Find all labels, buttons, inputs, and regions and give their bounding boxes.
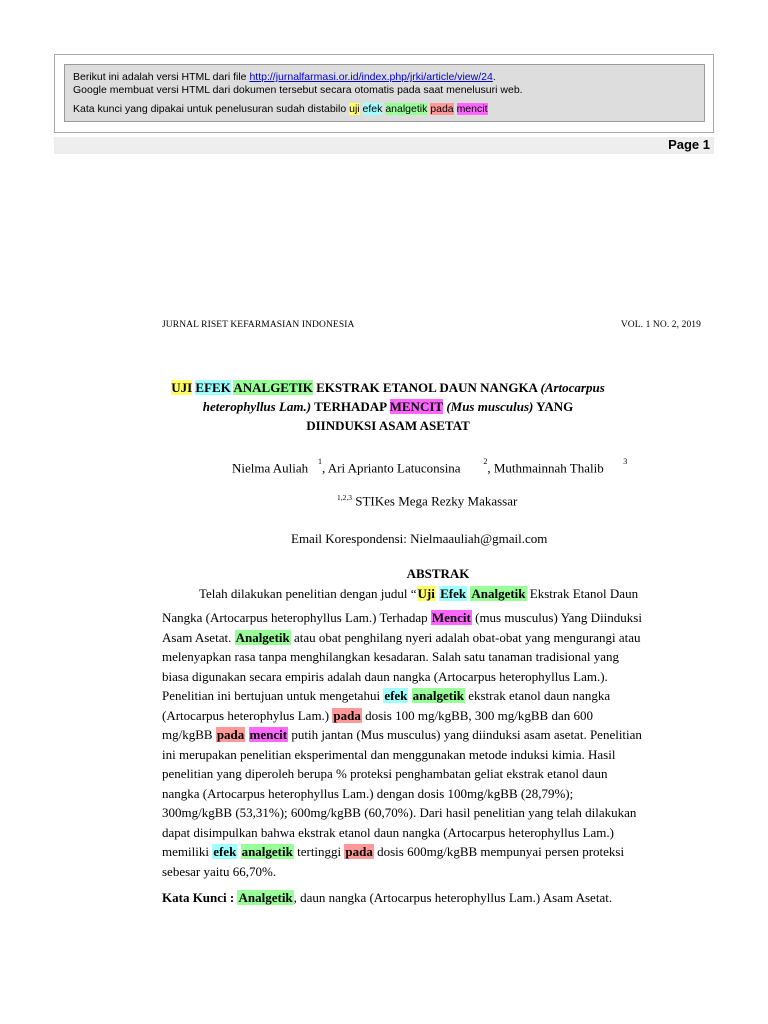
author-name: , Muthmainnah Thalib <box>487 460 604 476</box>
abstract-line <box>162 628 667 648</box>
abstract-text: Penelitian ini bertujuan untuk mengetahui <box>162 688 384 703</box>
abstract-text: Nangka (Artocarpus heterophyllus Lam.) Terhadap <box>162 610 431 625</box>
abstract-text: tertinggi <box>293 844 345 859</box>
abstract-line <box>162 706 667 726</box>
abstract-text: (mus musculus) Yang Diinduksi <box>471 610 642 625</box>
abstract-line: dapat disimpulkan bahwa ekstrak etanol daun nangka (Artocarpus heterophyllus Lam.) <box>162 824 614 840</box>
abstract-line <box>162 725 667 745</box>
paper-title <box>150 378 626 435</box>
abstract-heading: ABSTRAK <box>406 566 470 581</box>
abstract-highlight-efek: Efek <box>440 586 467 601</box>
affiliation-sup: 1,2,3 <box>337 493 352 502</box>
author-sup: 2 <box>483 457 488 466</box>
abstract-highlight-analgetik: Analgetik <box>235 629 290 645</box>
abstract-text: ekstrak etanol daun nangka <box>464 688 611 703</box>
author-name: , Ari Aprianto Latuconsina <box>321 460 461 476</box>
abstract-highlight-analgetik: analgetik <box>412 688 464 703</box>
author-name: Nielma Auliah <box>232 460 309 476</box>
correspondence-email: Email Korespondensi: Nielmaauliah@gmail.com <box>291 531 548 546</box>
banner-text: Kata kunci yang dipakai untuk penelusuran sudah distabilo <box>73 103 350 115</box>
source-file-link[interactable]: http://jurnalfarmasi.or.id/index.php/jrki/article/view/24 <box>249 71 493 83</box>
abstract-highlight-mencit: Mencit <box>431 610 471 625</box>
abstract-text: atau obat penghilang nyeri adalah obat-obat yang mengurangi atau <box>290 629 641 645</box>
banner-line-2: Google membuat versi HTML dari dokumen tersebut secara otomatis pada saat menelusuri web. <box>73 84 523 96</box>
abstract-highlight-pada: pada <box>333 707 361 723</box>
abstract-highlight-analgetik: analgetik <box>241 844 293 859</box>
abstract-text: dosis 600mg/kgBB mempunyai persen proteksi <box>373 844 625 859</box>
title-italic: (Mus musculus) <box>443 399 534 414</box>
banner-text: . <box>492 71 496 83</box>
abstract-body <box>162 608 667 881</box>
keyword-highlight-analgetik: analgetik <box>385 103 428 115</box>
keywords-text: , daun nangka (Artocarpus heterophyllus Lam.) Asam Asetat. <box>293 890 613 905</box>
abstract-first-line <box>199 586 638 602</box>
abstract-line: melenyapkan rasa tanpa menghilangkan kesadaran. Salah satu tanaman tradisional yang <box>162 649 619 664</box>
abstract-highlight-pada: pada <box>216 727 245 742</box>
abstract-text: Ekstrak Etanol Daun <box>526 586 639 601</box>
abstract-line: biasa digunakan secara empiris adalah daun nangka (Artocarpus heterophyllus Lam.). <box>162 668 608 684</box>
abstract-text: putih jantan (Mus musculus) yang diinduksi asam asetat. Penelitian <box>288 727 642 742</box>
abstract-line <box>162 686 667 706</box>
banner-line-3 <box>73 103 698 116</box>
journal-volume: VOL. 1 NO. 2, 2019 <box>620 320 701 330</box>
keywords-line <box>162 890 612 906</box>
abstract-text: mg/kgBB <box>162 727 216 742</box>
cache-banner <box>54 54 714 133</box>
keyword-highlight-pada: pada <box>430 103 454 115</box>
title-italic: heterophyllus Lam.) <box>202 399 312 414</box>
abstract-highlight-efek: efek <box>384 688 408 703</box>
cache-banner-inner <box>64 64 705 122</box>
title-text: TERHADAP <box>311 399 390 414</box>
keyword-highlight-uji: uji <box>349 103 360 115</box>
abstract-line <box>162 608 667 628</box>
banner-text: Berikut ini adalah versi HTML dari file <box>73 71 250 83</box>
title-italic: (Artocarpus <box>540 380 605 395</box>
abstract-highlight-mencit: mencit <box>249 727 288 742</box>
affiliation <box>337 493 517 509</box>
abstract-line: penelitian yang diperoleh berupa % proteksi penghambatan geliat ekstrak etanol daun <box>162 766 608 781</box>
abstract-text: memiliki <box>162 844 213 859</box>
title-highlight-mencit: MENCIT <box>389 399 444 414</box>
title-highlight-efek: EFEK <box>195 380 231 395</box>
affiliation-text: STIKes Mega Rezky Makassar <box>355 493 518 509</box>
abstract-line: sebesar yaitu 66,70%. <box>162 863 277 879</box>
abstract-text: (Artocarpus heterophylus Lam.) <box>162 707 333 723</box>
abstract-highlight-efek: efek <box>213 844 237 859</box>
abstract-text: Telah dilakukan penelitian dengan judul “ <box>199 586 417 601</box>
author-list <box>232 457 628 476</box>
title-text: YANG <box>533 399 574 414</box>
journal-name: JURNAL RISET KEFARMASIAN INDONESIA <box>162 320 355 330</box>
keyword-highlight-mencit: mencit <box>456 103 488 115</box>
author-sup: 3 <box>623 457 628 466</box>
abstract-highlight-uji: Uji <box>417 586 435 601</box>
page-number-label: Page 1 <box>668 137 710 152</box>
title-text: EKSTRAK ETANOL DAUN NANGKA <box>312 380 541 395</box>
title-text: DIINDUKSI ASAM ASETAT <box>306 418 470 433</box>
page-bar <box>54 137 714 154</box>
title-highlight-uji: UJI <box>171 380 193 395</box>
abstract-line <box>162 842 667 862</box>
abstract-line: 300mg/kgBB (53,31%); 600mg/kgBB (60,70%). Dari hasil penelitian yang telah dilakukan <box>162 805 637 820</box>
keywords-highlight-analgetik: Analgetik <box>238 890 293 905</box>
banner-line-1 <box>73 71 698 84</box>
abstract-highlight-pada: pada <box>345 844 373 859</box>
author-sup: 1 <box>317 457 322 466</box>
title-highlight-analgetik: ANALGETIK <box>233 380 313 395</box>
keyword-highlight-efek: efek <box>362 103 383 115</box>
abstract-text: Asam Asetat. <box>162 629 235 645</box>
abstract-line: ini merupakan penelitian eksperimental dan menggunakan metode induksi kimia. Hasil <box>162 746 616 762</box>
abstract-text: dosis 100 mg/kgBB, 300 mg/kgBB dan 600 <box>361 707 593 723</box>
keywords-label: Kata Kunci : <box>162 890 238 905</box>
abstract-line: nangka (Artocarpus heterophyllus Lam.) dengan dosis 100mg/kgBB (28,79%); <box>162 785 574 801</box>
abstract-highlight-analgetik: Analgetik <box>471 586 526 601</box>
